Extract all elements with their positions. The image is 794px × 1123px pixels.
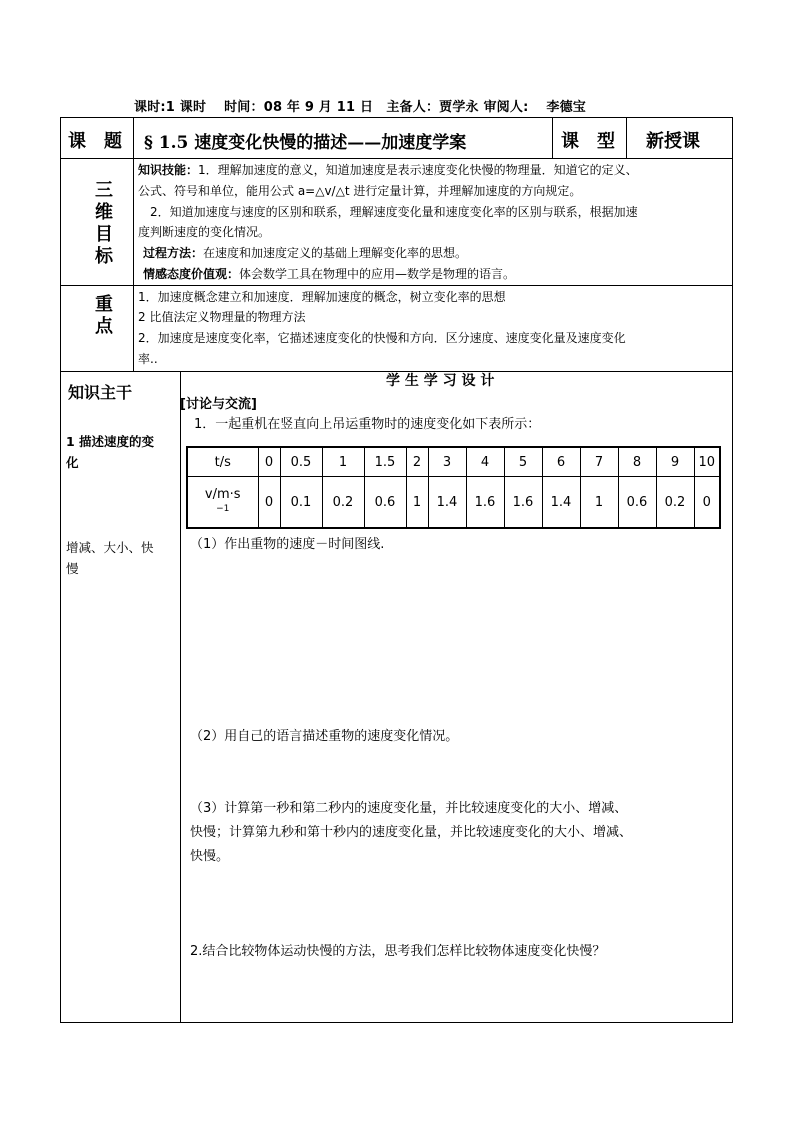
emotion-line (143, 264, 515, 284)
table-cell: 1 (580, 477, 618, 529)
table-cell: 0.2 (656, 477, 694, 529)
objectives-label-char: 目 (95, 224, 113, 245)
col-divider (552, 118, 553, 158)
table-cell: 6 (542, 447, 580, 477)
table-cell: 1.5 (364, 447, 406, 477)
key-points-label-char: 重 (95, 294, 113, 315)
key-points-label-char: 点 (95, 316, 113, 337)
sidebar-title: 知识主干 (68, 383, 133, 402)
table-cell: 0.6 (618, 477, 656, 529)
sidebar-note-line: 慢 (66, 561, 79, 576)
sidebar-subtitle-line: 1 描述速度的变 (66, 434, 155, 449)
table-header-time: t/s (187, 447, 258, 477)
objectives-label-char: 维 (95, 202, 113, 223)
key-point-line-1: 1．加速度概念建立和加速度．理解加速度的概念，树立变化率的思想 (138, 290, 506, 304)
knowledge-line-2: 公式、符号和单位，能用公式 a=△v/△t 进行定量计算，并理解加速度的方向规定。 (138, 184, 582, 198)
table-cell: 4 (466, 447, 504, 477)
table-cell: 1.4 (542, 477, 580, 529)
knowledge-text: 1．理解加速度的意义，知道加速度是表示速度变化快慢的物理量．知道它的定义、 (198, 163, 638, 177)
knowledge-line-4: 度判断速度的变化情况。 (138, 225, 271, 239)
table-cell: 7 (580, 447, 618, 477)
velocity-table (186, 446, 721, 529)
table-cell: 5 (504, 447, 542, 477)
sub-question-3-line-2: 快慢；计算第九秒和第十秒内的速度变化量，并比较速度变化的大小、增减、 (190, 825, 633, 840)
objectives-label-char: 标 (95, 246, 113, 267)
emotion-label: 情感态度价值观： (143, 267, 240, 281)
knowledge-line-3: 2．知道加速度与速度的区别和联系，理解速度变化量和速度变化率的区别与联系，根据加速 (138, 205, 638, 219)
sub-question-3-line-1: （3）计算第一秒和第二秒内的速度变化量，并比较速度变化的大小、增减、 (190, 801, 628, 816)
table-cell: 1.6 (504, 477, 542, 529)
objectives-label (90, 180, 118, 268)
table-cell: 10 (694, 447, 720, 477)
key-points-label (90, 294, 118, 338)
table-cell: 1 (322, 447, 364, 477)
process-line (143, 243, 467, 263)
table-row-time (187, 447, 720, 477)
col-divider (180, 371, 181, 1023)
question-2: 2.结合比较物体运动快慢的方法，思考我们怎样比较物体速度变化快慢？ (190, 944, 606, 959)
process-label: 过程方法： (143, 246, 204, 260)
lesson-type: 新授课 (646, 131, 700, 152)
table-row-velocity (187, 477, 720, 529)
knowledge-line-1 (138, 160, 638, 180)
table-cell: 1.4 (428, 477, 466, 529)
label-ke-xing: 课 型 (561, 131, 615, 152)
label-ke-ti: 课 题 (68, 131, 122, 152)
sidebar-subtitle (66, 431, 154, 473)
table-cell: 1.6 (466, 477, 504, 529)
sub-question-2: （2）用自己的语言描述重物的速度变化情况。 (190, 729, 459, 744)
table-cell: 0 (694, 477, 720, 529)
knowledge-label: 知识技能： (138, 163, 199, 177)
table-cell: 9 (656, 447, 694, 477)
velocity-unit: v/m·s (204, 487, 241, 502)
table-cell: 0.6 (364, 477, 406, 529)
key-point-line-2: 2 比值法定义物理量的物理方法 (138, 310, 306, 324)
objectives-label-char: 三 (95, 180, 113, 201)
table-cell: 0.2 (322, 477, 364, 529)
table-cell: 0 (258, 477, 280, 529)
table-cell: 1 (406, 477, 428, 529)
sidebar-subtitle-line: 化 (66, 455, 79, 470)
table-cell: 8 (618, 447, 656, 477)
table-cell: 0.5 (280, 447, 322, 477)
table-cell: 0 (258, 447, 280, 477)
design-heading: 学 生 学 习 设 计 (386, 373, 495, 389)
col-divider (626, 118, 627, 158)
discussion-label: [讨论与交流] (180, 397, 257, 412)
velocity-unit-exponent: −1 (216, 504, 230, 514)
question-1: 1．一起重机在竖直向上吊运重物时的速度变化如下表所示： (194, 417, 541, 432)
row-divider (61, 285, 732, 286)
table-header-velocity (187, 477, 258, 529)
col-divider (133, 118, 134, 371)
sidebar-note (66, 537, 154, 579)
process-text: 在速度和加速度定义的基础上理解变化率的思想。 (203, 246, 468, 260)
lesson-title: § 1.5 速度变化快慢的描述——加速度学案 (144, 133, 467, 153)
key-point-line-3: 2．加速度是速度变化率，它描述速度变化的快慢和方向．区分速度、速度变化量及速度变化 (138, 331, 626, 345)
table-cell: 2 (406, 447, 428, 477)
table-cell: 3 (428, 447, 466, 477)
header-info: 课时:1 课时 时间：08 年 9 月 11 日 主备人：贾学永 审阅人: 李德宝 (134, 100, 587, 115)
sidebar-note-line: 增减、大小、快 (66, 540, 154, 555)
key-point-line-4: 率.. (138, 352, 158, 366)
emotion-text: 体会数学工具在物理中的应用—数学是物理的语言。 (239, 267, 516, 281)
sub-question-1: （1）作出重物的速度－时间图线. (190, 537, 385, 552)
row-divider (61, 158, 732, 159)
sub-question-3-line-3: 快慢。 (190, 849, 230, 864)
table-cell: 0.1 (280, 477, 322, 529)
